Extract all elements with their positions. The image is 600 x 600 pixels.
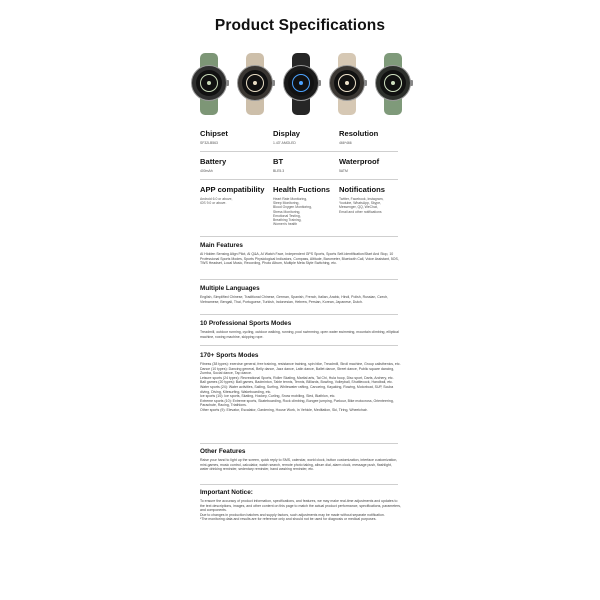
spec-row-1 [200, 129, 398, 151]
section-other-features [200, 448, 401, 472]
section-heading: Multiple Languages [200, 285, 260, 292]
watch-face [288, 70, 314, 96]
section-body: Treadmill, outdoor running, cycling, outdoor walking, running, pool swimming, open water swimming, mountain climbing, elliptical machine, rowing machine, skipping rope. [200, 330, 399, 339]
divider [200, 345, 398, 346]
section-heading: 170+ Sports Modes [200, 352, 259, 359]
spec-bt [273, 157, 284, 173]
watch-face [196, 70, 222, 96]
spec-row-3 [200, 185, 398, 235]
spec-label: Battery [200, 157, 227, 166]
divider [200, 314, 398, 315]
divider [200, 179, 398, 180]
spec-value: 1.43" AMOLED [273, 141, 296, 145]
spec-label: APP compatibility [200, 185, 265, 194]
section-heading: Other Features [200, 448, 246, 455]
section-multiple-languages [200, 285, 401, 304]
section-important-notice [200, 489, 401, 522]
spec-value: Android 6.0 or above, iOS 9.0 or above. [200, 197, 233, 206]
spec-row-2 [200, 157, 398, 179]
section-body: Raise your hand to light up the screen, quick reply to SMS, calendar, world clock, button customization, interface customization, mini-games, music control, calculator, watch search, remote photo taking, album dial, alarm clock, message push, flashlight, water drinking reminder, sedentary reminder, hand washing reminder, etc. [200, 458, 398, 472]
watch-variant-5 [374, 53, 412, 115]
spec-value: Twitter, Facebook, Instagram, Youtube, WhatsApp, Skype, Messenger, QQ, WeChat, Email and other notifications [339, 197, 384, 214]
spec-resolution [339, 129, 378, 145]
watch-face [380, 70, 406, 96]
spec-value: 5ATM [339, 169, 348, 173]
divider [200, 236, 398, 237]
spec-value: 400mAh [200, 169, 213, 173]
spec-label: BT [273, 157, 284, 166]
watch-case [329, 65, 365, 101]
spec-label: Display [273, 129, 301, 138]
divider [200, 443, 398, 444]
section-heading: Main Features [200, 242, 243, 249]
spec-label: Waterproof [339, 157, 380, 166]
watch-variant-4 [328, 53, 366, 115]
spec-label: Chipset [200, 129, 228, 138]
watch-case [237, 65, 273, 101]
watch-variant-1 [190, 53, 228, 115]
watch-case [283, 65, 319, 101]
divider [200, 484, 398, 485]
spec-health-functions [273, 185, 330, 226]
spec-notifications [339, 185, 385, 214]
watch-case [191, 65, 227, 101]
spec-chipset [200, 129, 228, 145]
spec-display [273, 129, 300, 145]
spec-value: SF32LB563 [200, 141, 218, 145]
watch-lineup-image [190, 53, 412, 115]
section-professional-sports-modes [200, 320, 401, 339]
watch-case [375, 65, 411, 101]
section-heading: Important Notice: [200, 489, 253, 496]
watch-variant-2 [236, 53, 274, 115]
spec-value: 466*466 [339, 141, 352, 145]
spec-battery [200, 157, 226, 173]
section-body: English, Simplified Chinese, Traditional Chinese, German, Spanish, French, Italian, Arabic, Hindi, Polish, Russian, Czech, Vietnamese, Bengali, Thai, Portuguese, Turkish, Indonesian, Hebrew, Persian, Korean, Japanese, Dutch. [200, 295, 389, 304]
watch-face [334, 70, 360, 96]
section-main-features [200, 242, 401, 266]
spec-label: Notifications [339, 185, 385, 194]
section-sports-modes [200, 352, 401, 413]
spec-waterproof [339, 157, 379, 173]
section-heading: 10 Professional Sports Modes [200, 320, 292, 327]
divider [200, 151, 398, 152]
spec-value: BLE5.3 [273, 169, 285, 173]
section-body: AI Hidden Sensing Align Pilot, AI Q&A, AI Watch Face, Independent GPS Sports, Sports Self-identification/Start And Stop, 10 Professional Sports Modes, Sports Physiological Indicators, Compass, Altitude, Barometer, Bluetooth Call, Voice Assistant, 5OS, TWS Headset, Local Music, Recording, Photo Album, Multiple Meta Style Switching, etc. [200, 252, 399, 266]
watch-variant-3 [282, 53, 320, 115]
watch-face [242, 70, 268, 96]
section-body: To ensure the accuracy of product information, specifications, and features, we may make real-time adjustments and updates to the text descriptions, images, and other content on this page to match the actual product performance, specifications, parameters, and components. Due to changes in production batches and supply factors, such adjustments may be made without separate notification. *The monitoring data and results are for reference only and should not be used for diagnosis or medical purposes. [200, 499, 401, 522]
page-title: Product Specifications [214, 17, 386, 34]
section-body: Fitness (38 types): exercise general, free training, resistance training, spin bike, Treadmill, Stroll machine, Group calisthenics, etc. Dance (10 types): Dancing general, Belly dance, Jazz dance, Latin dance, Ballet dance, Street dance, Public square dancing, Zumba, Social dance, Tap dance. Leisure sports (24 types): Recreational Sports, Roller Skating, Martial arts, Tai Chi, Hula hoop, Disc sport, Darts, Archery, etc. Ball games (20 types): Ball games, Badminton, Table tennis, Tennis, Billiards, Bowling, Volleyball, Shuttlecock, Handball, etc. Water sports (24): Water activities, Sailing, Surfing, Whitewater rafting, Canoeing, Kayaking, Rowing, Motorboat, SUP, Scuba diving, Diving, Kitesurfing, Wakeboarding, etc. Ice sports (10): Ice sports, Skating, Hockey, Curling, Snow mobiling, Sled, Biathlon, etc. Extreme sports (10): Extreme sports, Skateboarding, Rock climbing, Bungee jumping, Parkour, Bike motocross, Orienteering, Parachute, Racing, Triathlons. Other sports (9): Elevator, Escalator, Gardening, House Work, In Vehicle, Meditation, Ski, Tiring, Wheelchair. [200, 362, 401, 412]
spec-value: Heart Rate Monitoring, Sleep Monitoring, Blood Oxygen Monitoring, Stress Monitoring, Emotional Testing, Breathing Training, Women's health [273, 197, 313, 227]
spec-label: Resolution [339, 129, 379, 138]
spec-app-compatibility [200, 185, 264, 205]
spec-label: Health Fuctions [273, 185, 330, 194]
divider [200, 279, 398, 280]
